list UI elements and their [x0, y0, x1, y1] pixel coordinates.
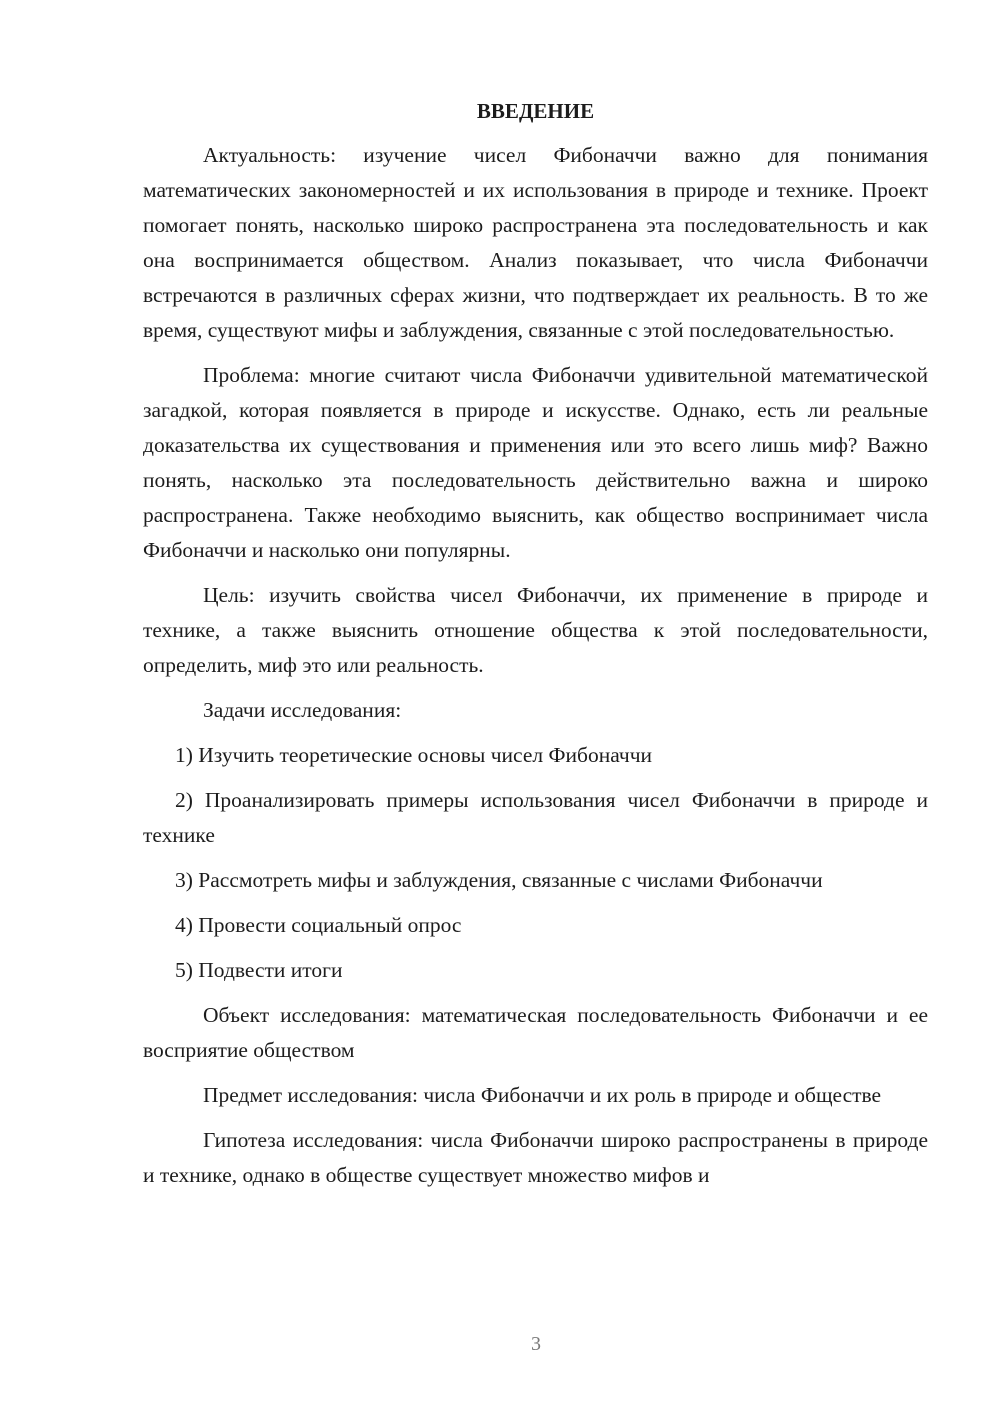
task-item-2: 2) Проанализировать примеры использования чисел Фибоначчи в природе и технике [143, 788, 928, 847]
paragraph-tasks-heading: Задачи исследования: [203, 698, 402, 722]
task-item-1: 1) Изучить теоретические основы чисел Фибоначчи [175, 743, 653, 767]
page-number: 3 [531, 1333, 541, 1355]
paragraph-relevance: Актуальность: изучение чисел Фибоначчи важно для понимания математических закономерностей и их использования в природе и технике. Проект помогает понять, насколько широко распространена эта последовательность и как она воспринимается обществом. Анализ показывает, что числа Фибоначчи встречаются в различных сферах жизни, что подтверждает их реальность. В то же время, существуют мифы и заблуждения, связанные с этой последовательностью. [143, 143, 928, 342]
paragraph-object: Объект исследования: математическая последовательность Фибоначчи и ее восприятие обществом [143, 1003, 928, 1062]
paragraph-subject: Предмет исследования: числа Фибоначчи и их роль в природе и обществе [203, 1083, 882, 1107]
paragraph-problem: Проблема: многие считают числа Фибоначчи удивительной математической загадкой, которая появляется в природе и искусстве. Однако, есть ли реальные доказательства их существования и применения или это всего лишь миф? Важно понять, насколько эта последовательность действительно важна и широко распространена. Также необходимо выяснить, как общество воспринимает числа Фибоначчи и насколько они популярны. [143, 363, 928, 562]
document-page [143, 94, 928, 1203]
task-item-5: 5) Подвести итоги [175, 958, 343, 982]
task-item-4: 4) Провести социальный опрос [175, 913, 462, 937]
task-item-3: 3) Рассмотреть мифы и заблуждения, связанные с числами Фибоначчи [175, 868, 823, 892]
paragraph-goal: Цель: изучить свойства чисел Фибоначчи, их применение в природе и технике, а также выяснить отношение общества к этой последовательности, определить, миф это или реальность. [143, 583, 928, 677]
paragraph-hypothesis: Гипотеза исследования: числа Фибоначчи широко распространены в природе и технике, однако в обществе существует множество мифов и [143, 1128, 928, 1187]
section-title: ВВЕДЕНИЕ [476, 99, 595, 123]
